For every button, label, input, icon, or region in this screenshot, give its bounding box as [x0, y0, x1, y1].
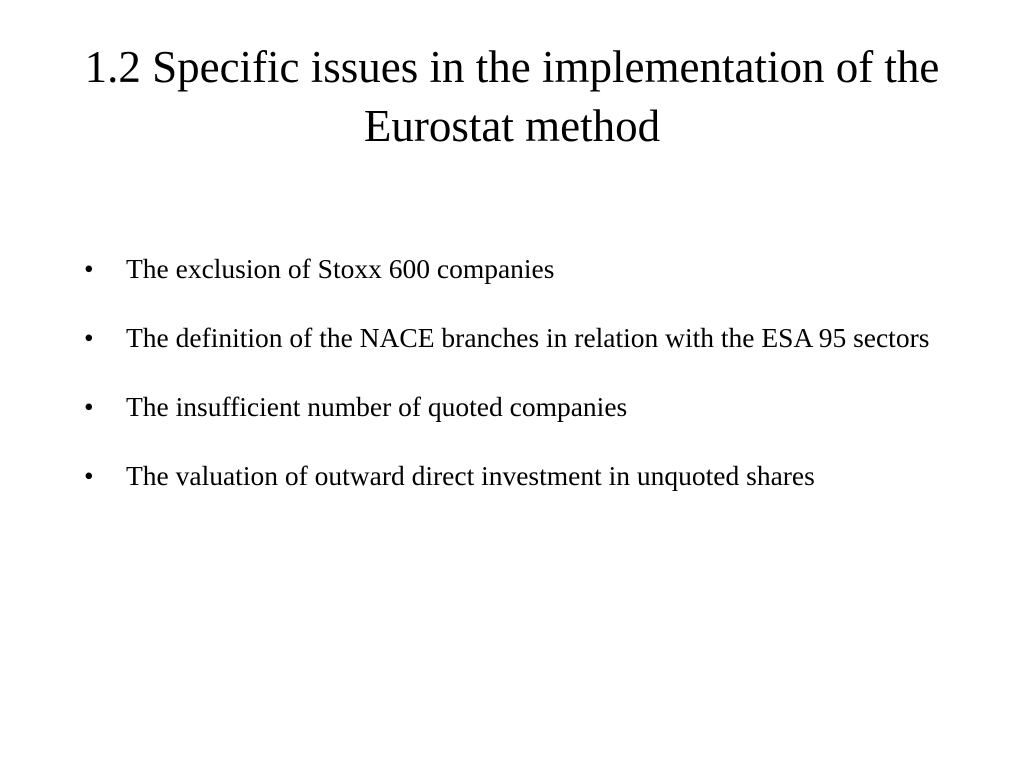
bullet-marker: • [84, 391, 94, 422]
bullet-marker: • [84, 322, 94, 353]
bullet-item [84, 386, 946, 427]
bullet-text: The definition of the NACE branches in relation with the ESA 95 sectors [126, 322, 930, 353]
bullet-text: The valuation of outward direct investment in unquoted shares [126, 460, 815, 491]
bullet-text: The exclusion of Stoxx 600 companies [126, 253, 555, 284]
bullet-text: The insufficient number of quoted companies [126, 391, 628, 422]
bullet-marker: • [84, 253, 94, 284]
bullet-item [84, 455, 946, 496]
slide-title: 1.2 Specific issues in the implementation of the Eurostat method [84, 42, 940, 151]
bullet-item [84, 317, 946, 358]
bullet-list [84, 248, 946, 524]
bullet-item [84, 248, 946, 289]
bullet-marker: • [84, 460, 94, 491]
